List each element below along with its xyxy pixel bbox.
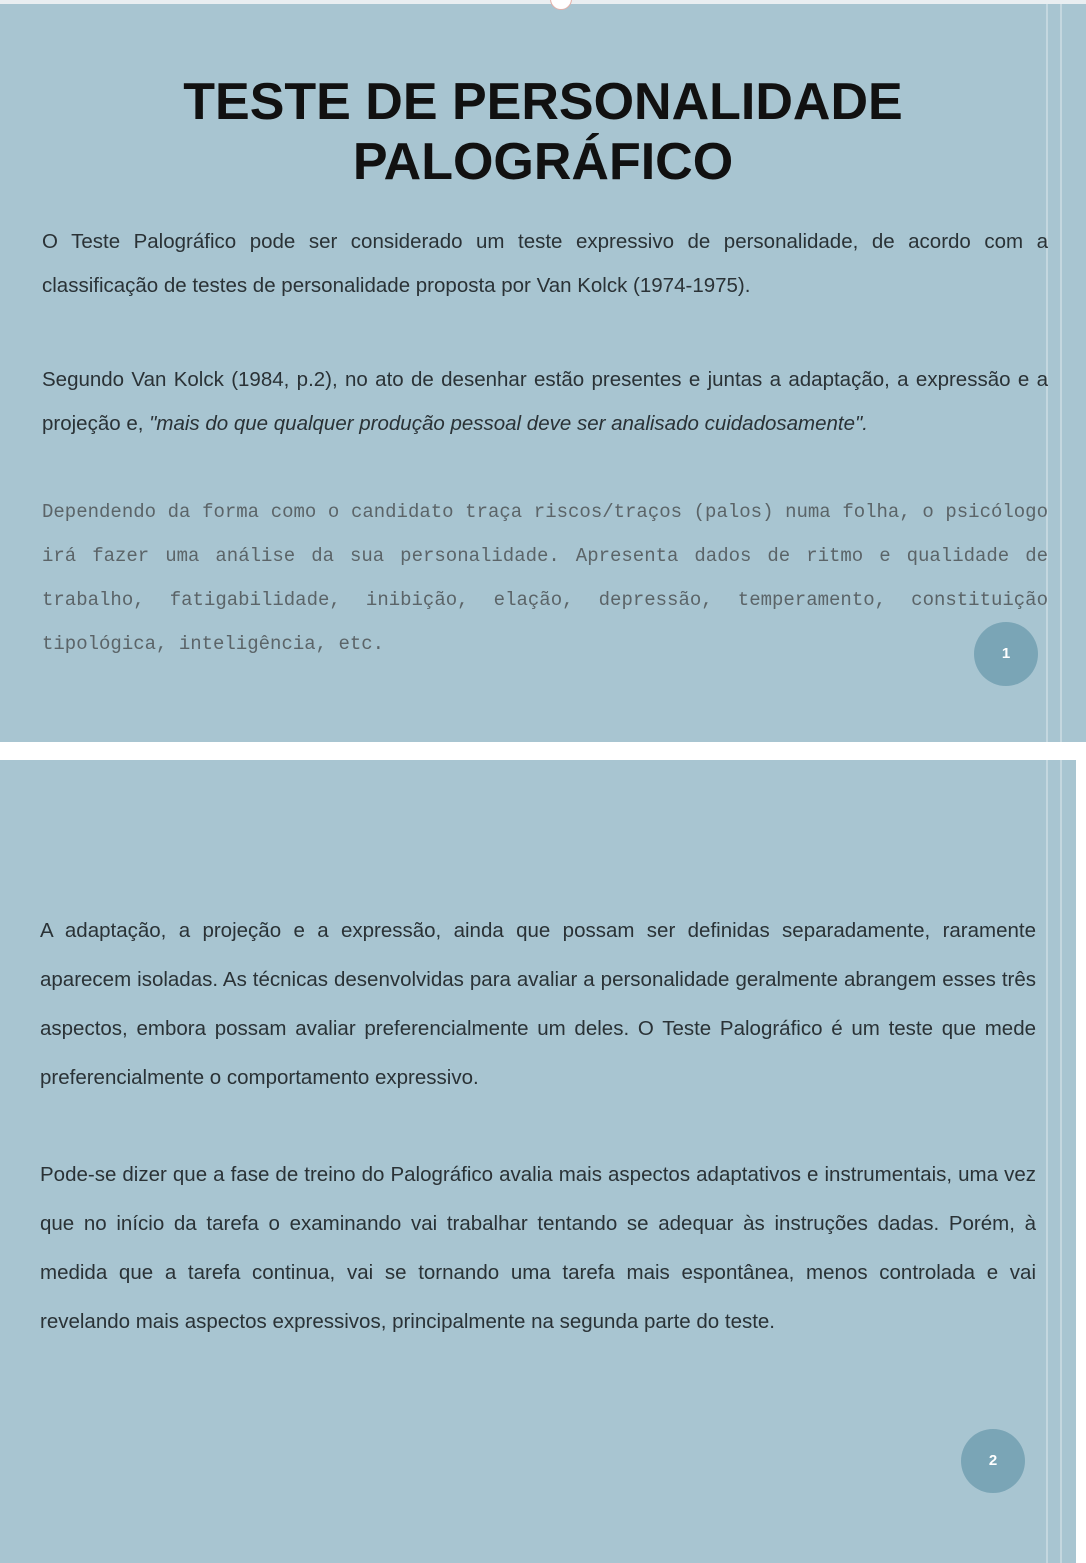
page-number-badge: 2 xyxy=(961,1429,1025,1493)
slide-page-1 xyxy=(0,0,1086,742)
page-edge-line xyxy=(1046,760,1048,1563)
slide-page-2 xyxy=(0,760,1076,1563)
page-edge-line xyxy=(1060,760,1062,1563)
page-number-badge: 1 xyxy=(974,622,1038,686)
paragraph-van-kolck xyxy=(42,358,1048,446)
paragraph-adaptation: A adaptação, a projeção e a expressão, ainda que possam ser definidas separadamente, raramente aparecem isoladas. As técnicas desenvolvidas para avaliar a personalidade geralmente abrangem esses três aspectos, embora possam avaliar preferencialmente um deles. O Teste Palográfico é um teste que mede preferencialmente o comportamento expressivo. xyxy=(40,919,1036,1089)
paragraph-intro: O Teste Palográfico pode ser considerado um teste expressivo de personalidade, de acordo com a classificação de testes de personalidade proposta por Van Kolck (1974-1975). xyxy=(42,230,1048,297)
paragraph-training-phase: Pode-se dizer que a fase de treino do Palográfico avalia mais aspectos adaptativos e instrumentais, uma vez que no início da tarefa o examinando vai trabalhar tentando se adequar às instruções dadas. Porém, à medida que a tarefa continua, vai se tornando uma tarefa mais espontânea, menos controlada e vai revelando mais aspectos expressivos, principalmente na segunda parte do teste. xyxy=(40,1163,1036,1333)
paragraph-van-kolck-text: Segundo Van Kolck (1984, p.2), no ato de desenhar estão presentes e juntas a adaptação, a expressão e a projeção e, xyxy=(42,368,1048,435)
slide-title-line-1: TESTE DE PERSONALIDADE xyxy=(183,73,903,131)
paragraph-analysis: Dependendo da forma como o candidato traça riscos/traços (palos) numa folha, o psicólogo irá fazer uma análise da sua personalidade. Apresenta dados de ritmo e qualidade de trabalho, fatigabilidade, inibição, elação, depressão, temperamento, constituição tipológica, inteligência, etc. xyxy=(42,501,1048,655)
paragraph-van-kolck-quote: "mais do que qualquer produção pessoal deve ser analisado cuidadosamente". xyxy=(149,412,868,435)
slide-anchor-icon xyxy=(550,0,572,10)
slide-title-line-2: PALOGRÁFICO xyxy=(352,133,734,191)
